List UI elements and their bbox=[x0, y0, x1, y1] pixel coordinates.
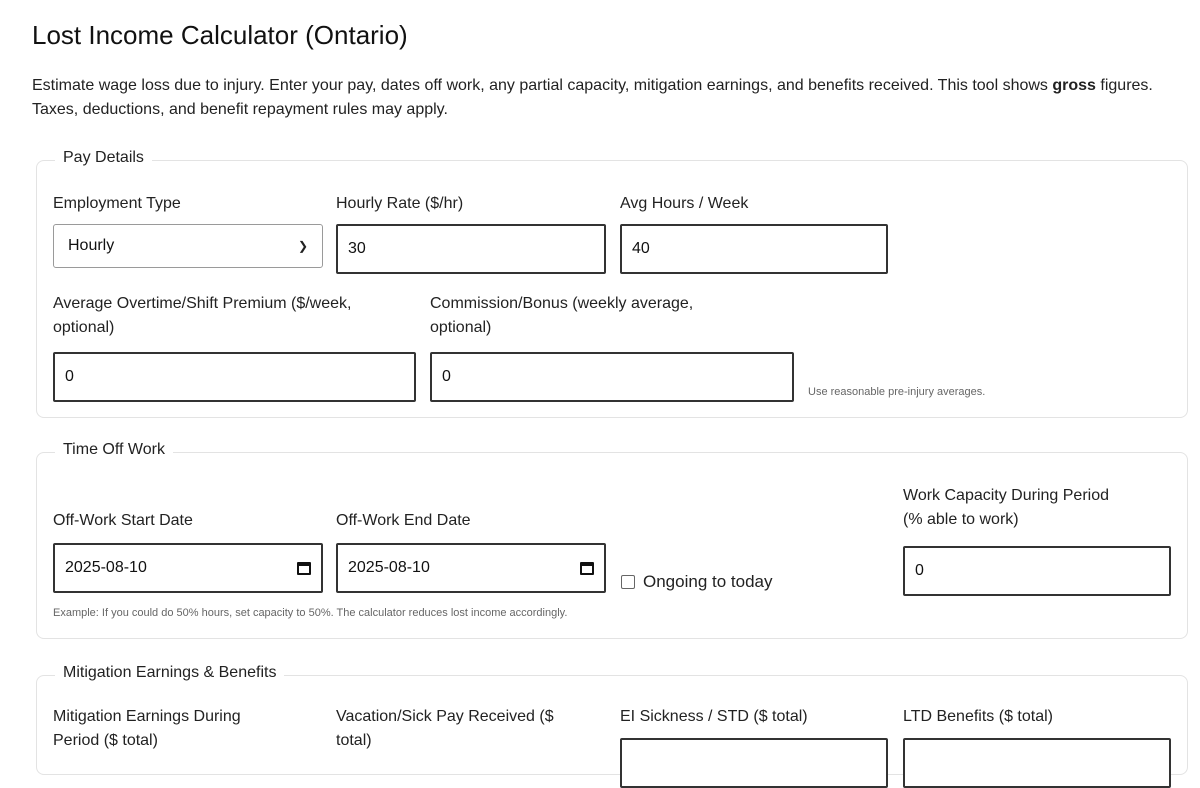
chevron-down-icon: ❯ bbox=[297, 239, 308, 253]
start-date-value: 2025-08-10 bbox=[65, 559, 147, 576]
vacation-pay-label bbox=[336, 705, 611, 753]
calendar-icon[interactable] bbox=[297, 562, 311, 575]
ltd-benefits-label: LTD Benefits ($ total) bbox=[903, 708, 1053, 725]
intro-text bbox=[32, 74, 1182, 122]
hourly-rate-label: Hourly Rate ($/hr) bbox=[336, 195, 464, 212]
overtime-label bbox=[53, 292, 423, 340]
ei-sickness-label: EI Sickness / STD ($ total) bbox=[620, 708, 808, 725]
employment-type-value: Hourly bbox=[68, 237, 115, 254]
mitigation-legend: Mitigation Earnings & Benefits bbox=[55, 663, 284, 683]
commission-label-line2: optional) bbox=[430, 319, 492, 336]
intro-text-start: Estimate wage loss due to injury. Enter your pay, dates off work, any partial capacity, mitigation earnings, and benefits received. This tool shows bbox=[32, 77, 1053, 94]
avg-hours-input[interactable]: 40 bbox=[620, 224, 888, 274]
overtime-label-line1: Average Overtime/Shift Premium ($/week, bbox=[53, 295, 352, 312]
end-date-value: 2025-08-10 bbox=[348, 559, 430, 576]
employment-type-label: Employment Type bbox=[53, 195, 181, 212]
commission-label bbox=[430, 292, 800, 340]
pay-details-legend: Pay Details bbox=[55, 148, 152, 168]
overtime-label-line2: optional) bbox=[53, 319, 115, 336]
start-date-input[interactable] bbox=[53, 543, 323, 593]
hourly-rate-input[interactable]: 30 bbox=[336, 224, 606, 274]
vacation-pay-label-line2: total) bbox=[336, 732, 372, 749]
commission-label-line1: Commission/Bonus (weekly average, bbox=[430, 295, 694, 312]
page-title: Lost Income Calculator (Ontario) bbox=[32, 20, 408, 50]
end-date-input[interactable] bbox=[336, 543, 606, 593]
intro-text-bold: gross bbox=[1052, 77, 1096, 94]
time-off-legend: Time Off Work bbox=[55, 440, 173, 460]
ongoing-checkbox-row[interactable] bbox=[621, 572, 772, 592]
capacity-label-line2: (% able to work) bbox=[903, 511, 1019, 528]
end-date-label: Off-Work End Date bbox=[336, 512, 471, 529]
vacation-pay-label-line1: Vacation/Sick Pay Received ($ bbox=[336, 708, 554, 725]
mitigation-section bbox=[36, 664, 1188, 775]
avg-hours-label: Avg Hours / Week bbox=[620, 195, 749, 212]
start-date-label: Off-Work Start Date bbox=[53, 512, 193, 529]
ongoing-label: Ongoing to today bbox=[643, 572, 773, 591]
commission-input[interactable]: 0 bbox=[430, 352, 794, 402]
capacity-label bbox=[903, 484, 1183, 532]
mitigation-earnings-label bbox=[53, 705, 323, 753]
capacity-input[interactable]: 0 bbox=[903, 546, 1171, 596]
mitigation-earnings-label-line1: Mitigation Earnings During bbox=[53, 708, 241, 725]
pay-details-hint: Use reasonable pre-injury averages. bbox=[808, 386, 986, 398]
calendar-icon[interactable] bbox=[580, 562, 594, 575]
pay-details-section bbox=[36, 149, 1188, 418]
mitigation-earnings-label-line2: Period ($ total) bbox=[53, 732, 158, 749]
overtime-input[interactable]: 0 bbox=[53, 352, 416, 402]
ltd-benefits-input[interactable] bbox=[903, 738, 1171, 788]
time-off-hint: Example: If you could do 50% hours, set capacity to 50%. The calculator reduces lost income accordingly. bbox=[53, 607, 568, 619]
ei-sickness-input[interactable] bbox=[620, 738, 888, 788]
ongoing-checkbox[interactable] bbox=[621, 575, 635, 589]
employment-type-select[interactable] bbox=[53, 224, 323, 268]
capacity-label-line1: Work Capacity During Period bbox=[903, 487, 1110, 504]
time-off-section bbox=[36, 441, 1188, 639]
intro-text-end: figures. Taxes, deductions, and benefit repayment rules may apply. bbox=[32, 77, 1153, 118]
